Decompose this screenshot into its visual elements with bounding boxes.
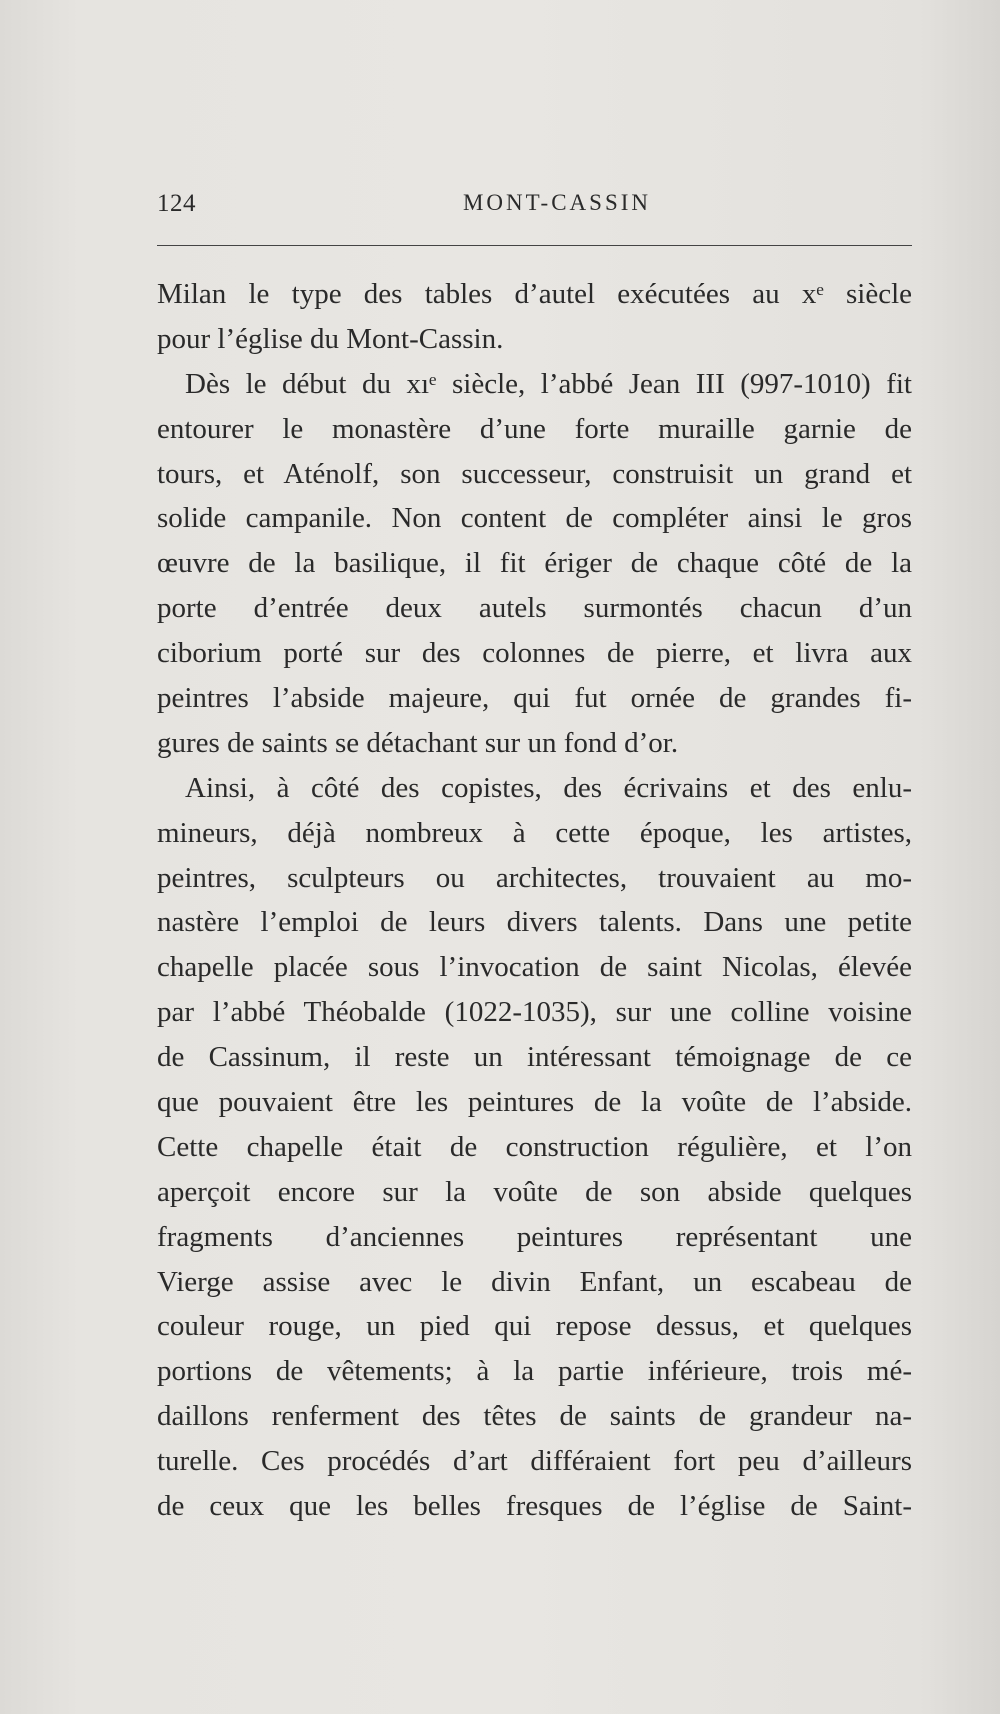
- text-line: portions de vêtements; à la partie inférieure, trois mé-: [157, 1355, 912, 1388]
- running-head: MONT-CASSIN: [462, 190, 652, 215]
- text-line: aperçoit encore sur la voûte de son abside quelques: [157, 1175, 912, 1208]
- text-line: que pouvaient être les peintures de la voûte de l’abside.: [157, 1086, 912, 1119]
- text-line: chapelle placée sous l’invocation de saint Nicolas, élevée: [157, 951, 912, 984]
- text-line: turelle. Ces procédés d’art différaient fort peu d’ailleurs: [157, 1445, 912, 1478]
- text-line: de Cassinum, il reste un intéressant témoignage de ce: [157, 1041, 912, 1074]
- text-line: pour l’église du Mont-Cassin.: [157, 322, 504, 355]
- text-line: de ceux que les belles fresques de l’église de Saint-: [157, 1490, 912, 1523]
- text-line: peintres, sculpteurs ou architectes, trouvaient au mo-: [157, 861, 912, 894]
- text-line: Dès le début du xıᵉ siècle, l’abbé Jean III (997-1010) fit: [185, 367, 912, 400]
- text-line: Vierge assise avec le divin Enfant, un escabeau de: [157, 1265, 912, 1298]
- text-line: Ainsi, à côté des copistes, des écrivains et des enlu-: [185, 771, 912, 804]
- text-line: peintres l’abside majeure, qui fut ornée de grandes fi-: [157, 682, 912, 715]
- text-line: entourer le monastère d’une forte muraille garnie de: [157, 412, 912, 445]
- text-line: solide campanile. Non content de compléter ainsi le gros: [157, 502, 912, 535]
- text-line: fragments d’anciennes peintures représentant une: [157, 1220, 912, 1253]
- text-line: couleur rouge, un pied qui repose dessus, et quelques: [157, 1310, 912, 1343]
- text-line: mineurs, déjà nombreux à cette époque, les artistes,: [157, 816, 912, 849]
- text-line: nastère l’emploi de leurs divers talents. Dans une petite: [157, 906, 912, 939]
- text-line: tours, et Aténolf, son successeur, construisit un grand et: [157, 457, 912, 490]
- text-line: ciborium porté sur des colonnes de pierre, et livra aux: [157, 637, 912, 670]
- page-number: 124: [157, 190, 196, 217]
- page-header: [157, 190, 912, 230]
- text-line: porte d’entrée deux autels surmontés chacun d’un: [157, 592, 912, 625]
- text-line: gures de saints se détachant sur un fond d’or.: [157, 726, 679, 759]
- text-line: œuvre de la basilique, il fit ériger de chaque côté de la: [157, 547, 912, 580]
- text-line: daillons renferment des têtes de saints de grandeur na-: [157, 1400, 912, 1433]
- body-text: [157, 272, 912, 1529]
- text-line: Milan le type des tables d’autel exécutées au xᵉ siècle: [157, 278, 912, 310]
- header-rule: [157, 245, 912, 246]
- text-line: Cette chapelle était de construction régulière, et l’on: [157, 1130, 912, 1163]
- text-line: par l’abbé Théobalde (1022-1035), sur une colline voisine: [157, 996, 912, 1029]
